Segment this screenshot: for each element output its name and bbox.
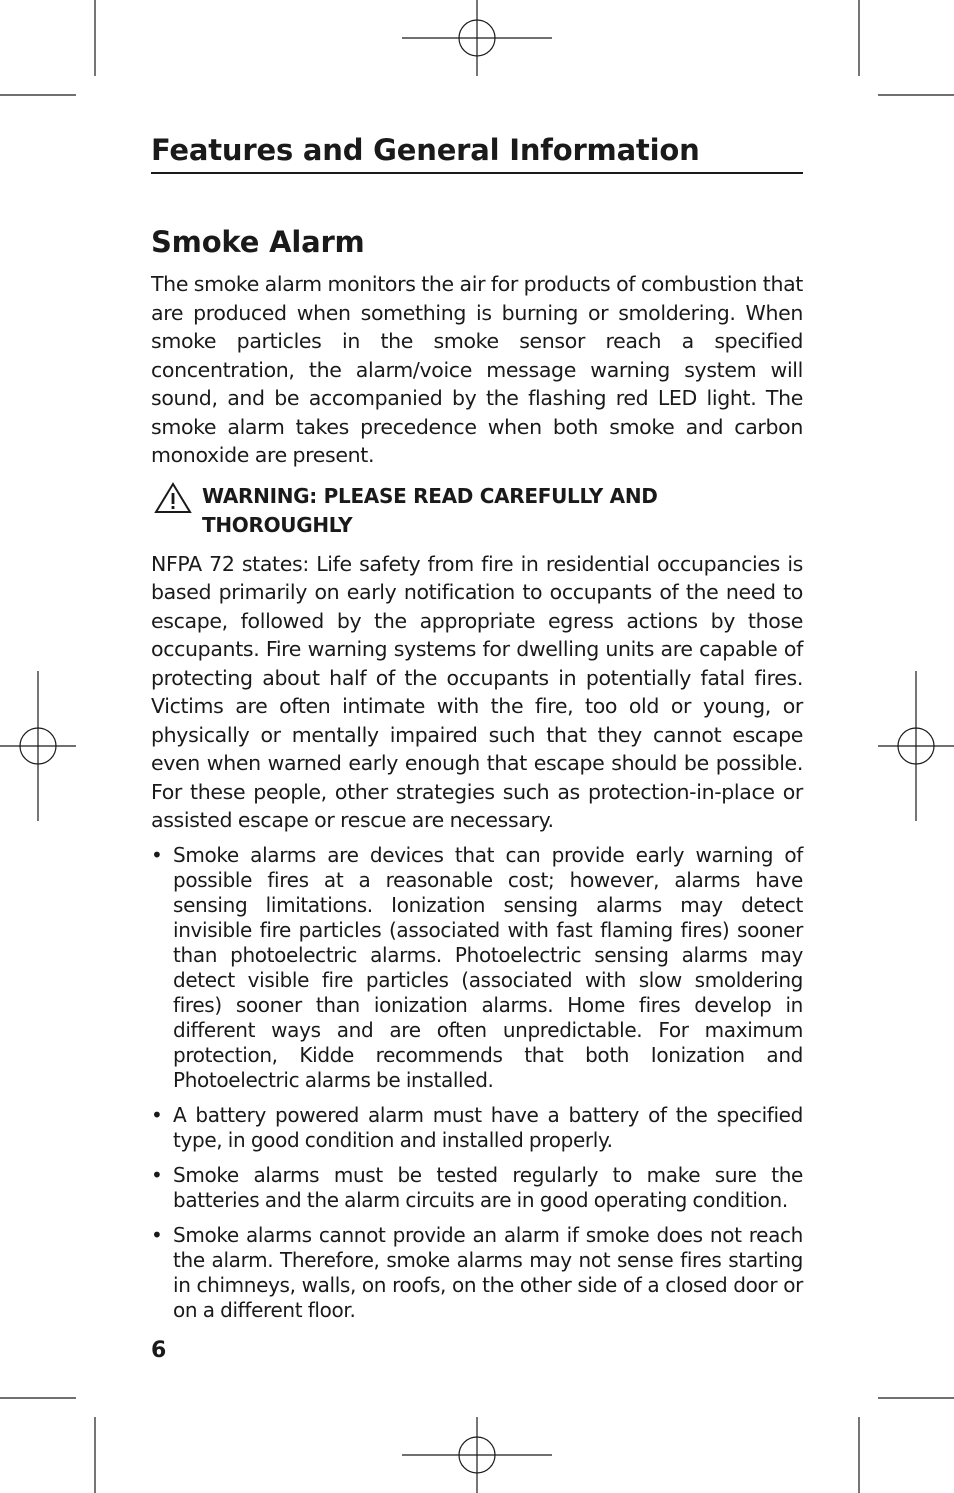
registration-mark-left [0, 671, 76, 821]
intro-paragraph: The smoke alarm monitors the air for products of combustion that are produced when something is burning or smoldering. When smoke particles in the smoke sensor reach a specified concentration, the alarm/voice message warning system will sound, and be accompanied by the flashing red LED light. The smoke alarm takes precedence when both smoke and carbon monoxide are present. [151, 272, 803, 467]
bullet-marker: • [151, 1222, 163, 1247]
list-item [151, 1163, 803, 1213]
bullet-marker: • [151, 1162, 163, 1187]
bullet-marker: • [151, 1102, 163, 1127]
warning-callout [151, 482, 803, 540]
list-item [151, 1223, 803, 1323]
registration-mark-right [878, 671, 954, 821]
nfpa-paragraph: NFPA 72 states: Life safety from fire in residential occupancies is based primarily on early notification to occupants of the need to escape, followed by the appropriate egress actions by those occupants. Fire warning systems for dwelling units are capable of protecting about half of the occupants in potentially fatal fires. Victims are often intimate with the fire, too old or young, or physically or mentally impaired such that they cannot escape even when warned early enough that escape should be possible. For these people, other strategies such as protection-in-place or assisted escape or rescue are necessary. [151, 551, 803, 832]
warning-title: WARNING: PLEASE READ CAREFULLY AND THOROUGHLY [202, 483, 658, 537]
bullet-marker: • [151, 842, 163, 867]
list-item-text: A battery powered alarm must have a battery of the specified type, in good condition and installed properly. [173, 1102, 803, 1152]
list-item-text: Smoke alarms are devices that can provide early warning of possible fires at a reasonable cost; however, alarms have sensing limitations. Ionization sensing alarms may detect invisible fire particles (associated with fast flaming fires) sooner than photoelectric alarms. Photoelectric sensing alarms may detect visible fire particles (associated with slow smoldering fires) sooner than ionization alarms. Home fires develop in different ways and are often unpredictable. For maximum protection, Kidde recommends that both Ionization and Photoelectric alarms be installed. [173, 842, 803, 1092]
page-content [151, 130, 803, 1333]
list-item [151, 843, 803, 1093]
list-item-text: Smoke alarms must be tested regularly to make sure the batteries and the alarm circuits are in good operating condition. [173, 1162, 803, 1212]
warning-triangle-icon [154, 482, 196, 518]
limitations-list [151, 843, 803, 1323]
smoke-alarm-heading: Smoke Alarm [151, 225, 365, 259]
registration-mark-bottom [402, 1417, 552, 1493]
list-item-text: Smoke alarms cannot provide an alarm if smoke does not reach the alarm. Therefore, smoke alarms may not sense fires starting in chimneys, walls, on roofs, on the other side of a closed door or on a different floor. [173, 1222, 803, 1322]
registration-mark-top [402, 0, 552, 76]
section-header: Features and General Information [151, 130, 803, 174]
list-item [151, 1103, 803, 1153]
page-number: 6 [151, 1338, 167, 1363]
